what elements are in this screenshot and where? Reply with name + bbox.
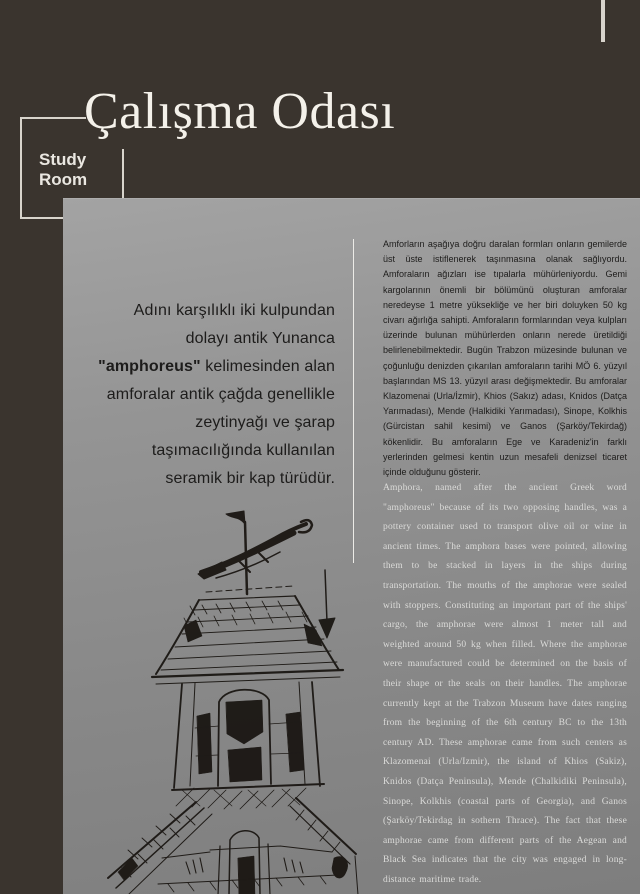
page-title-translation-line2: Room: [39, 170, 88, 189]
page-title-translation: [39, 150, 87, 190]
title-bracket-top-line: [20, 117, 86, 119]
intro-pre-text: Adını karşılıklı iki kulpundan dolayı antik Yunanca: [133, 302, 335, 347]
page-title-translation-line1: Study: [39, 150, 87, 169]
title-bracket-bottom-line: [20, 217, 64, 219]
intro-paragraph-turkish: [97, 297, 335, 493]
intro-post-text: kelimesinden alan amforalar antik çağda genellikle zeytinyağı ve şarap taşımacılığında kullanılan seramik bir kap türüdür.: [106, 358, 335, 487]
intro-bold-word: "amphoreus": [98, 358, 201, 375]
top-right-accent-line: [601, 0, 605, 42]
bell-tower-sketch-svg: [98, 506, 370, 894]
body-paragraph-english: Amphora, named after the ancient Greek word "amphoreus" because of its two opposing handles, was a pottery container used to transport olive oil or wine in ancient times. The amphora bases were pointed, allowing them to be stacked in layers in the ships during transportation. The mouths of the amphorae were sealed with stoppers. Constituting an important part of the ships' cargo, the amphorae were almost 1 meter tall and weighted around 50 kg when filled. Where the amphorae were manufactured could be determined on the basis of their shape or the seals on their handles. The amphorae currently kept at the Trabzon Museum have dates ranging from the beginning of the 6th century BC to the 13th century AD. These amphorae came from such centers as Klazomenai (Urla/Izmir), the island of Khios (Sakiz), Knidos (Datça Peninsula), Mende (Chalkidiki Peninsula), Sinope, Kolkhis (coastal parts of Georgia), and Ganos (Şarköy/Tekirdag in sothern Thrace). The fact that these amphorae came from different parts of the Aegean and Black Sea indicates that the city was engaged in long-distance maritime trade.: [383, 483, 627, 885]
content-panel: [63, 198, 640, 894]
title-vertical-tick-line: [122, 149, 124, 199]
title-bracket-left-line: [20, 117, 22, 219]
bell-tower-sketch-illustration: [98, 506, 370, 894]
body-paragraph-turkish: Amforların aşağıya doğru daralan formları onların gemilerde üst üste istiflenerek taşınmasına olanak sağlıyordu. Amforaların ağızları ise tıpalarla mühürleniyordu. Gemi kargolarının önemli bir bölümünü oluşturan amforalar neredeyse 1 metre yüksekliğe ve her biri doluyken 50 kg civarı ağırlığa sahipti. Amforaların formlarından veya kulpları üzerinde bulunan mühürlerden onların nerede üretildiği belirlenebilmektedir. Bugün Trabzon müzesinde bulunan ve çoğunluğu denizden çıkarılan amforaların tarihi MÖ 6. yüzyıl başlarından MS 13. yüzyıl arası değişmektedir. Bu amforalar Klazomenai (Urla/İzmir), Khios (Sakız) adası, Knidos (Datça Yarımadası), Mende (Halkidiki Yarımadası), Sinope, Kolkhis (Gürcistan sahil kesimi) ve Ganos (Şarköy/Tekirdağ) kökenlidir. Bu amforaların Ege ve Karadeniz'in farklı yerlerinden gelmesi kentin uzun mesafeli denizsel ticaret içinde olduğunu gösterir.: [383, 239, 627, 478]
page-title: Çalışma Odası: [84, 83, 396, 140]
